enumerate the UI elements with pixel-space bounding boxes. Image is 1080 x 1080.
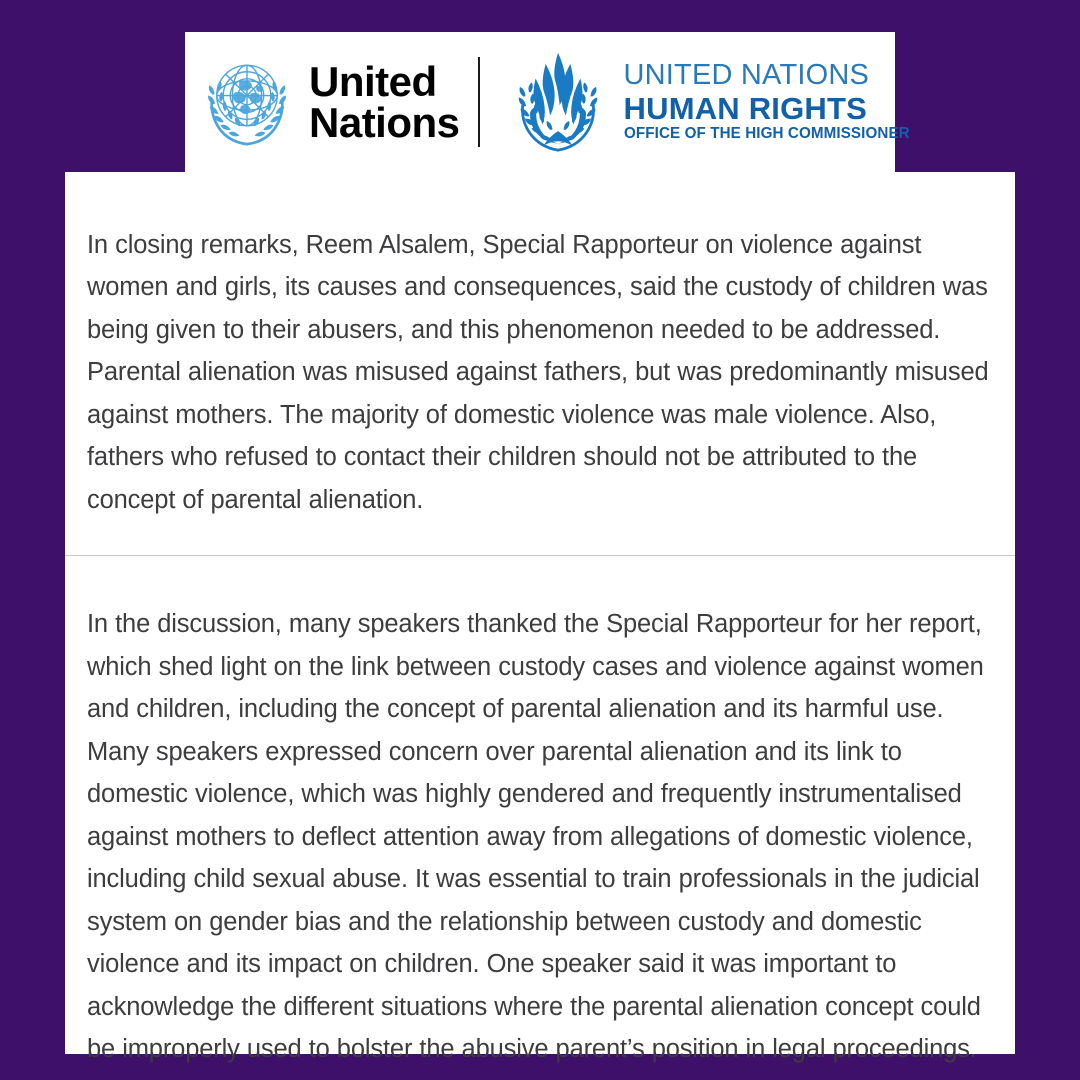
header-logo-band (185, 32, 910, 172)
un-logo (193, 48, 460, 156)
ohchr-wordmark-line-2: HUMAN RIGHTS (623, 90, 868, 126)
logo-divider (478, 57, 480, 147)
ohchr-logo (502, 46, 916, 158)
ohchr-flame-hands-emblem (502, 46, 614, 158)
un-wordmark-line-2: Nations (309, 99, 460, 146)
ohchr-wordmark-line-3: OFFICE OF THE HIGH COMMISSIONER (623, 125, 910, 143)
content-card (65, 172, 1015, 1063)
ohchr-wordmark (624, 60, 916, 143)
summary-paragraph-2: In the discussion, many speakers thanked the Special Rapporteur for her report, which shed light on the link between custody cases and violence against women and children, including the concept of parental alienation and its harmful use. Many speakers expressed concern over parental alienation and its link to domestic violence, which was highly gendered and frequently instrumentalised against mothers to deflect attention away from allegations of domestic violence, including child sexual abuse. It was essential to train professionals in the judicial system on gender bias and the relationship between custody and domestic violence and its impact on children. One speaker said it was important to acknowledge the different situations where the parental alienation concept could be improperly used to bolster the abusive parent’s position in legal proceedings. (87, 610, 984, 1063)
un-globe-olive-branches-emblem (193, 48, 301, 156)
paragraph-separator (65, 555, 1015, 556)
ohchr-wordmark-line-1: UNITED NATIONS (623, 59, 870, 92)
un-wordmark-line-1: United (309, 57, 437, 105)
summary-paragraph-1: In closing remarks, Reem Alsalem, Special Rapporteur on violence against women and girls, its causes and consequences, said the custody of children was being given to their abusers, and this phenomenon needed to be addressed. Parental alienation was misused against fathers, but was predominantly misused against mothers. The majority of domestic violence was male violence. Also, fathers who refused to contact their children should not be attributed to the concept of parental alienation. (87, 230, 989, 514)
un-wordmark (309, 57, 460, 146)
